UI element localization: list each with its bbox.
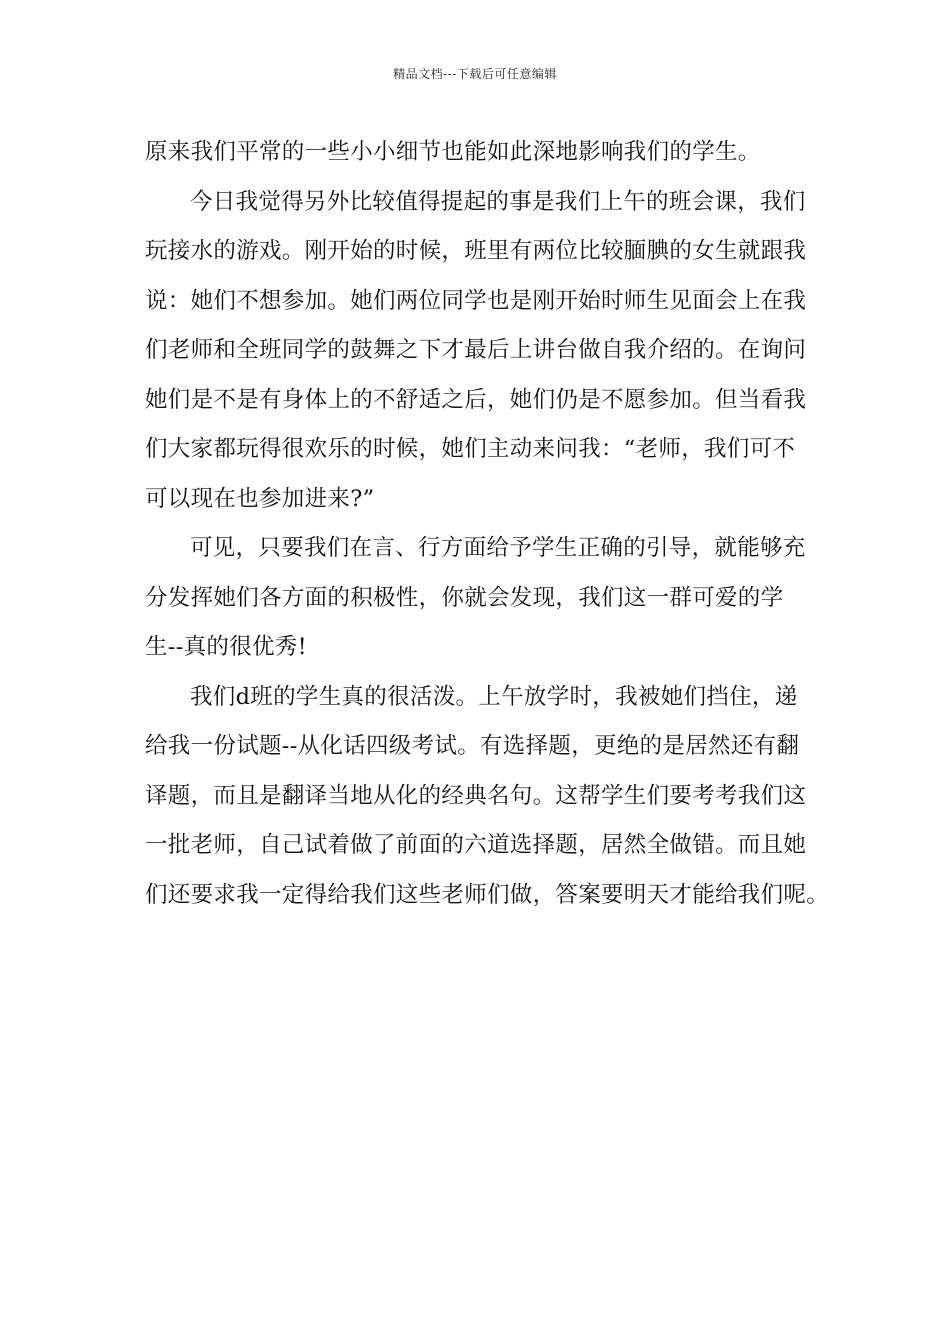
paragraph-line: 分发挥她们各方面的积极性，你就会发现，我们这一群可爱的学 (145, 584, 784, 611)
page-header: 精品文档---下载后可任意编辑 (393, 67, 557, 81)
paragraph-line: 译题，而且是翻译当地从化的经典名句。这帮学生们要考考我们这 (145, 782, 807, 809)
paragraph-line: 玩接水的游戏。刚开始的时候，班里有两位比较腼腆的女生就跟我 (145, 238, 807, 264)
paragraph-line: 可以现在也参加进来?” (145, 485, 375, 512)
paragraph-line: 生--真的很优秀! (145, 634, 307, 660)
paragraph-line: 我们d班的学生真的很活泼。上午放学时，我被她们挡住，递 (190, 683, 798, 710)
paragraph-line: 她们是不是有身体上的不舒适之后，她们仍是不愿参加。但当看我 (145, 386, 807, 413)
paragraph-line: 们大家都玩得很欢乐的时候，她们主动来问我：“老师，我们可不 (145, 436, 796, 462)
paragraph-line: 说：她们不想参加。她们两位同学也是刚开始时师生见面会上在我 (145, 287, 807, 314)
paragraph-line: 给我一份试题--从化话四级考试。有选择题，更绝的是居然还有翻 (145, 733, 800, 759)
paragraph-line: 们老师和全班同学的鼓舞之下才最后上讲台做自我介绍的。在询问 (145, 337, 807, 363)
paragraph-line: 们还要求我一定得给我们这些老师们做，答案要明天才能给我们呢。 (145, 881, 830, 908)
paragraph-line: 一批老师，自己试着做了前面的六道选择题，居然全做错。而且她 (145, 832, 807, 858)
document-body (145, 128, 830, 920)
paragraph-line: 原来我们平常的一些小小细节也能如此深地影响我们的学生。 (145, 139, 761, 165)
paragraph-line: 今日我觉得另外比较值得提起的事是我们上午的班会课，我们 (190, 188, 806, 215)
paragraph-line: 可见，只要我们在言、行方面给予学生正确的引导，就能够充 (190, 535, 806, 561)
